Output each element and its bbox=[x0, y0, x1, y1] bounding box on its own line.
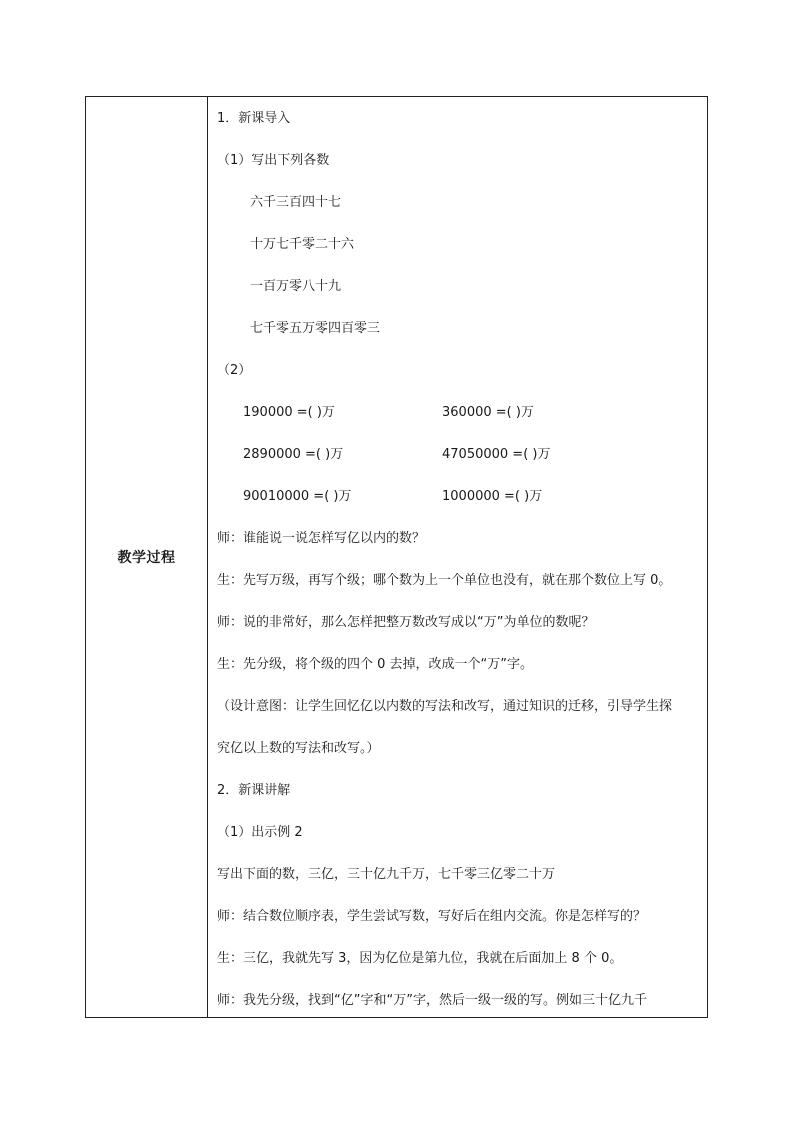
student-answer-3: 生：三亿，我就先写 3，因为亿位是第九位，我就在后面加上 8 个 0。 bbox=[217, 951, 623, 966]
number-word-4: 七千零五万零四百零三 bbox=[250, 321, 381, 336]
teacher-question-2: 师：说的非常好，那么怎样把整万数改写成以“万”为单位的数呢？ bbox=[217, 615, 595, 630]
lesson-table bbox=[85, 96, 708, 1018]
row-label: 教学过程 bbox=[117, 550, 176, 566]
exercise-1: 190000 =( )万 bbox=[243, 405, 335, 420]
teacher-explanation: 师：我先分级，找到“亿”字和“万”字，然后一级一级的写。例如三十亿九千 bbox=[217, 993, 647, 1008]
exercise-5: 90010000 =( )万 bbox=[243, 489, 352, 504]
content-cell bbox=[208, 97, 707, 1017]
design-intent-line-1: （设计意图：让学生回忆亿以内数的写法和改写，通过知识的迁移，引导学生探 bbox=[217, 699, 673, 714]
task-write-numbers: （1）写出下列各数 bbox=[217, 153, 330, 168]
design-intent-line-2: 究亿以上数的写法和改写。） bbox=[217, 741, 380, 756]
example-2-label: （1）出示例 2 bbox=[217, 825, 303, 840]
number-word-3: 一百万零八十九 bbox=[250, 279, 342, 294]
number-word-2: 十万七千零二十六 bbox=[250, 237, 355, 252]
exercise-3: 2890000 =( )万 bbox=[243, 447, 344, 462]
teacher-question-1: 师：谁能说一说怎样写亿以内的数？ bbox=[217, 531, 426, 546]
section-title-new-lesson: 2．新课讲解 bbox=[217, 783, 291, 798]
section-title-new-lesson-intro: 1．新课导入 bbox=[217, 111, 291, 126]
student-answer-2: 生：先分级，将个级的四个 0 去掉，改成一个“万”字。 bbox=[217, 657, 534, 672]
task-2-label: （2） bbox=[217, 363, 252, 378]
student-answer-1: 生：先写万级，再写个级；哪个数为上一个单位也没有，就在那个数位上写 0。 bbox=[217, 573, 672, 588]
exercise-2: 360000 =( )万 bbox=[442, 405, 534, 420]
example-2-prompt: 写出下面的数，三亿，三十亿九千万，七千零三亿零二十万 bbox=[217, 867, 556, 882]
row-label-cell bbox=[86, 97, 207, 1017]
exercise-6: 1000000 =( )万 bbox=[442, 489, 543, 504]
exercise-4: 47050000 =( )万 bbox=[442, 447, 551, 462]
number-word-1: 六千三百四十七 bbox=[250, 195, 342, 210]
teacher-instruction: 师：结合数位顺序表，学生尝试写数，写好后在组内交流。你是怎样写的？ bbox=[217, 909, 647, 924]
